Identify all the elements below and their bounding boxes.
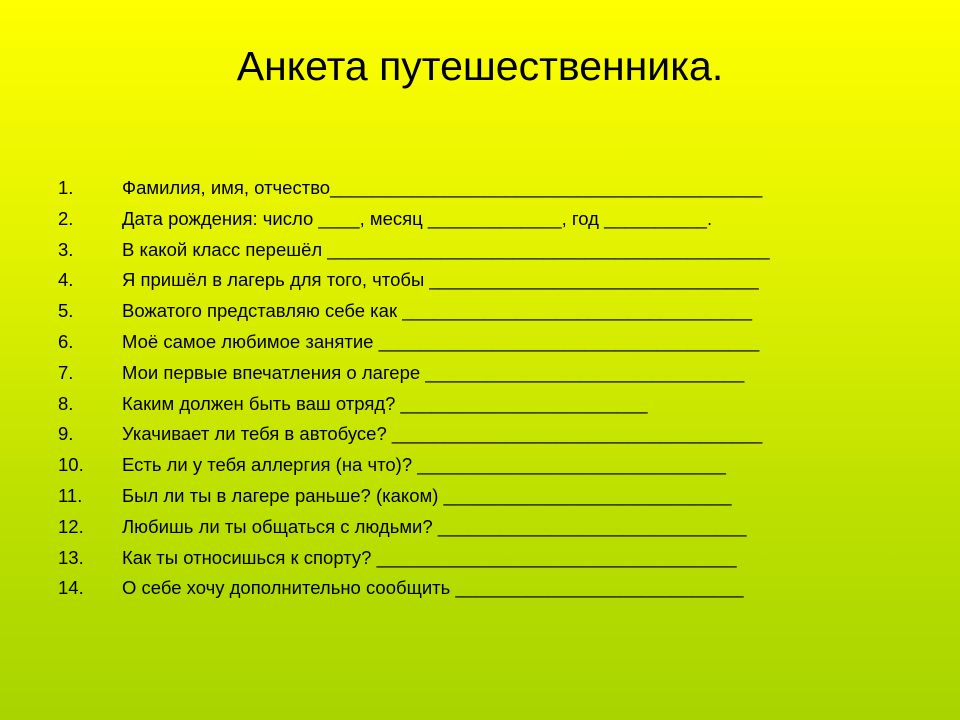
question-item-11	[58, 481, 938, 512]
question-item-5	[58, 296, 938, 327]
question-number: 12.	[58, 515, 84, 537]
question-item-1	[58, 173, 938, 204]
question-number: 14.	[58, 577, 84, 599]
slide-title: Анкета путешественника.	[236, 43, 724, 89]
question-item-3	[58, 235, 938, 266]
question-item-2	[58, 204, 938, 235]
question-item-8	[58, 389, 938, 420]
question-text: Я пришёл в лагерь для того, чтобы ________________________________	[122, 269, 759, 291]
question-text: Дата рождения: число ____, месяц _____________, год __________.	[122, 207, 713, 229]
question-item-10	[58, 450, 938, 481]
question-number: 9.	[58, 423, 74, 445]
question-text: Укачивает ли тебя в автобусе? ____________________________________	[122, 423, 763, 445]
question-text: Есть ли у тебя аллергия (на что)? ______________________________	[122, 454, 726, 476]
question-item-12	[58, 512, 938, 543]
question-text: Мои первые впечатления о лагере _______________________________	[122, 361, 745, 383]
question-number: 3.	[58, 238, 74, 260]
question-text: Любишь ли ты общаться с людьми? ______________________________	[122, 515, 747, 537]
question-text: О себе хочу дополнительно сообщить ____________________________	[122, 577, 744, 599]
question-text: Был ли ты в лагере раньше? (каком) ____________________________	[122, 484, 732, 506]
question-number: 7.	[58, 361, 74, 383]
question-item-9	[58, 419, 938, 450]
question-item-6	[58, 327, 938, 358]
question-text: Каким должен быть ваш отряд? ________________________	[122, 392, 648, 414]
question-item-7	[58, 358, 938, 389]
question-number: 13.	[58, 546, 84, 568]
question-item-14	[58, 573, 938, 604]
question-number: 5.	[58, 300, 74, 322]
questionnaire-list	[58, 173, 938, 604]
question-number: 6.	[58, 330, 74, 352]
question-number: 4.	[58, 269, 74, 291]
question-number: 10.	[58, 454, 84, 476]
question-item-4	[58, 265, 938, 296]
question-number: 1.	[58, 177, 74, 198]
question-number: 8.	[58, 392, 74, 414]
question-text: Вожатого представляю себе как __________________________________	[122, 300, 753, 322]
question-item-13	[58, 543, 938, 574]
question-text: Как ты относишься к спорту? ___________________________________	[122, 546, 737, 568]
question-text: В какой класс перешёл ___________________________________________	[122, 238, 770, 260]
question-number: 11.	[58, 484, 83, 506]
question-text: Фамилия, имя, отчество__________________________________________	[122, 177, 763, 198]
question-number: 2.	[58, 207, 74, 229]
question-text: Моё самое любимое занятие _____________________________________	[122, 330, 760, 352]
